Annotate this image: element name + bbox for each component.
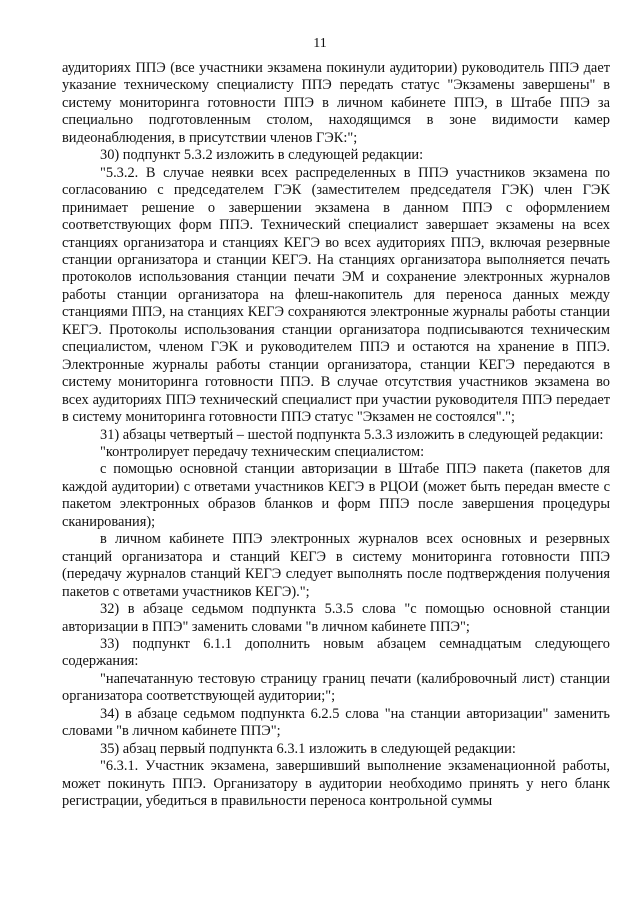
paragraph-2: 30) подпункт 5.3.2 изложить в следующей редакции: [100, 147, 424, 164]
paragraph-4: 31) абзацы четвертый – шестой подпункта 5.3.3 изложить в следующей редакции: [100, 426, 604, 443]
paragraph-10: "напечатанную тестовую страницу границ печати (калибровочный лист) станции организатора соответствующей аудитории;"; [62, 670, 610, 705]
paragraph-13: "6.3.1. Участник экзамена, завершивший выполнение экзаменационной работы, может покинуть ППЭ. Организатору в аудитории необходимо принять у него бланк регистрации, убедиться в правильности переноса контрольной суммы [62, 758, 610, 810]
paragraph-12: 35) абзац первый подпункта 6.3.1 изложить в следующей редакции: [100, 740, 516, 757]
document-body [62, 60, 610, 810]
paragraph-11: 34) в абзаце седьмом подпункта 6.2.5 слова "на станции авторизации" заменить словами "в личном кабинете ППЭ"; [62, 705, 610, 740]
paragraph-9: 33) подпункт 6.1.1 дополнить новым абзацем семнадцатым следующего содержания: [62, 635, 610, 670]
paragraph-7: в личном кабинете ППЭ электронных журналов всех основных и резервных станций организатора и станций КЕГЭ в систему мониторинга готовности ППЭ (передачу журналов станций КЕГЭ следует выполнять после подтверждения получения пакетов с ответами участников КЕГЭ)."; [62, 531, 610, 600]
paragraph-5: "контролирует передачу техническим специалистом: [100, 443, 425, 460]
paragraph-6: с помощью основной станции авторизации в Штабе ППЭ пакета (пакетов для каждой аудитории) с ответами участников КЕГЭ в РЦОИ (может быть передан вместе с пакетом электронных образов бланков и форм ППЭ после завершения процедуры сканирования); [62, 461, 610, 530]
paragraph-1: аудиториях ППЭ (все участники экзамена покинули аудитории) руководитель ППЭ дает указание техническому специалисту ППЭ передать статус "Экзамены завершены" в систему мониторинга готовности ППЭ в личном кабинете ППЭ, в Штабе ППЭ за специально подготовленным столом, находящимся в зоне видимости камер видеонаблюдения, в присутствии членов ГЭК:"; [62, 60, 610, 146]
page-number: 11 [313, 36, 327, 51]
paragraph-3: "5.3.2. В случае неявки всех распределенных в ППЭ участников экзамена по согласованию с председателем ГЭК (заместителем председателя ГЭК) член ГЭК принимает решение о завершении экзамена в данном ППЭ с оформлением соответствующих форм ППЭ. Технический специалист завершает экзамены на всех станциях организатора и станциях КЕГЭ во всех аудиториях ППЭ, включая резервные станции организатора и станции КЕГЭ. На станциях организатора выполняется печать протоколов использования станции печати ЭМ и сохранение электронных журналов работы станции организатора на флеш-накопитель для переноса данных между станциями ППЭ, на станциях КЕГЭ сохраняются электронные журналы работы станции КЕГЭ. Протоколы использования станции организатора подписываются техническим специалистом, членом ГЭК и руководителем ППЭ и остаются на хранение в ППЭ. Электронные журналы работы станции организатора, станции КЕГЭ передаются в систему мониторинга готовности ППЭ. В случае отсутствия участников экзамена во всех аудиториях ППЭ технический специалист при участии руководителя ППЭ передает в систему мониторинга готовности ППЭ статус "Экзамен не состоялся"."; [62, 164, 610, 426]
paragraph-8: 32) в абзаце седьмом подпункта 5.3.5 слова "с помощью основной станции авторизации в ППЭ" заменить словами "в личном кабинете ППЭ"; [62, 601, 610, 635]
